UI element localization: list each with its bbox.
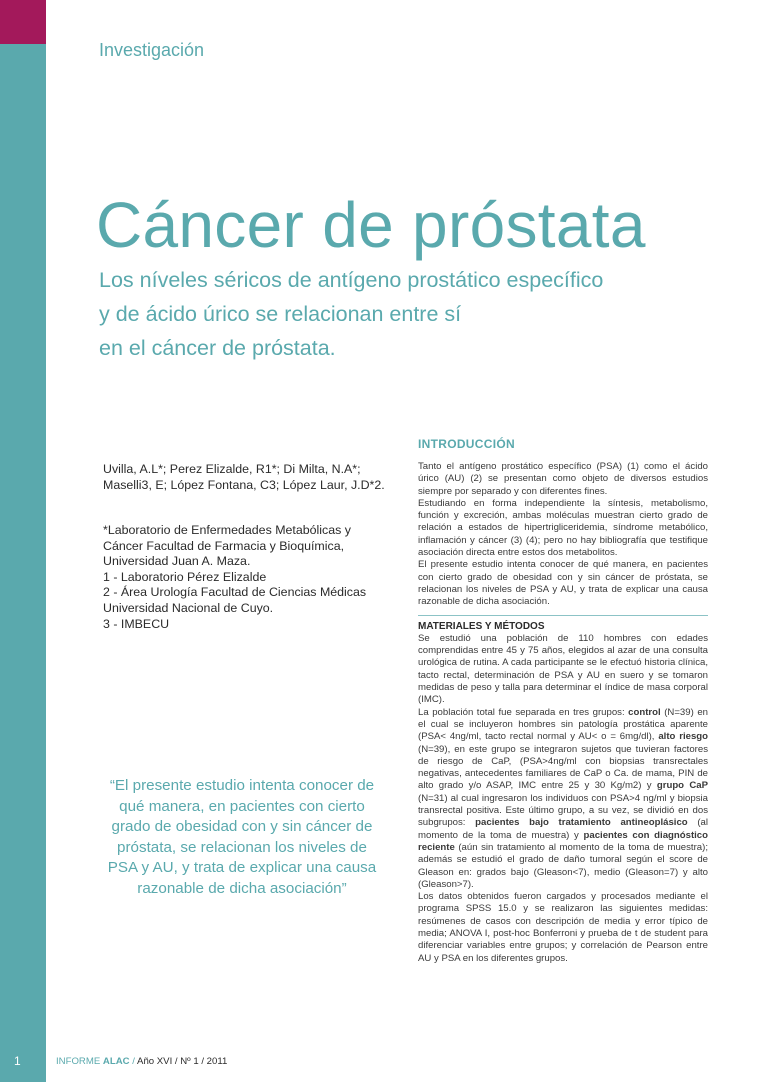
body-paragraph: Los datos obtenidos fueron cargados y procesados mediante el programa SPSS 15.0 y se realizaron las siguientes medidas: resúmenes de casos con descripción de media y error típico de media; ANOVA I, post-hoc Bonferroni y prueba de t de student para diferenciar variables entre grupos; y correlación de Pearson entre AU y PSA en los diferentes grupos.: [418, 891, 708, 964]
article-body: [418, 436, 708, 965]
bold-term: pacientes con diagnóstico reciente: [418, 829, 708, 853]
subtitle-line: Los níveles séricos de antígeno prostático específico: [99, 268, 604, 292]
section-label: Investigación: [99, 40, 205, 60]
text-run: La población total fue separada en tres grupos:: [418, 706, 629, 718]
footer-informe: INFORME: [56, 1056, 101, 1067]
bold-term: pacientes bajo tratamiento antineoplásico: [475, 817, 688, 829]
author-list: Uvilla, A.L*; Perez Elizalde, R1*; Di Milta, N.A*; Maselli3, E; López Fontana, C3; López Laur, J.D*2.: [103, 462, 385, 492]
subtitle-line: y de ácido úrico se relacionan entre sí: [99, 302, 462, 326]
body-paragraph: Tanto el antígeno prostático específico (PSA) (1) como el ácido úrico (AU) (2) se presentan como objeto de diversos estudios siempre por separado y con diferentes fines.: [418, 461, 708, 497]
bold-term: grupo CaP: [656, 780, 708, 792]
body-paragraph: Se estudió una población de 110 hombres con edades comprendidas entre 45 y 75 años, elegidos al azar de una consulta urológica de rutina. A cada participante se le efectuó historia clínica, tacto rectal, determinación de PSA y AU en suero y se tomaron medidas de peso y talla para determinar el índice de masa corporal (IMC).: [418, 632, 708, 706]
pull-quote: “El presente estudio intenta conocer de qué manera, en pacientes con cierto grado de obesidad con y sin cáncer de próstata, se relacionan los niveles de PSA y AU, y trata de explicar una causa razonable de dicha asociación”: [107, 777, 377, 897]
text-run: (N=31) al cual ingresaron los individuos con PSA>4 ng/ml y biopsia transrectal positiva. Este último grupo, a su vez, se dividió en dos subgrupos:: [418, 792, 708, 829]
affiliation-line: Cáncer Facultad de Farmacia y Bioquímica,: [103, 538, 345, 553]
side-accent-block: [0, 0, 46, 44]
article-subtitle: [99, 263, 739, 365]
text-run: (al momento de la toma de muestra) y: [418, 817, 709, 841]
footer-issue: Año XVI / Nº 1 / 2011: [137, 1056, 228, 1067]
text-run: (N=39) en el cual se incluyeron hombres sin patología prostática aparente (PSA< 4ng/ml, tacto rectal normal y AU< o = 6mg/dl),: [418, 706, 708, 743]
affiliation-line: *Laboratorio de Enfermedades Metabólicas y: [103, 523, 351, 537]
page-number: 1: [14, 1054, 21, 1068]
affiliation-line: 2 - Área Urología Facultad de Ciencias Médicas: [103, 585, 367, 600]
body-paragraph-groups: [418, 707, 708, 891]
body-paragraph: Estudiando en forma independiente la síntesis, metabolismo, función y excreción, ambas moléculas muestran cierto grado de relación a estados de hipertrigliceridemia, síndrome metabólico, inflamación y cáncer (3) (4); pero no hay bibliografía que testifique asociación directa entre estos dos metabolitos.: [418, 497, 708, 559]
side-color-bar: [0, 0, 46, 1082]
bold-term: alto riesgo: [658, 731, 709, 743]
text-run: (N=39), en este grupo se integraron sujetos que tuvieran factores de riesgo de CaP, (PSA>4ng/ml con biopsias transrectales negativas, antecedentes familiares de CaP o Ca. de mama, PIN de alto grado y/o ASAP, IMC entre 25 y 30 Kg/m2) y: [418, 743, 708, 792]
bold-term: control: [628, 706, 661, 718]
body-paragraph: El presente estudio intenta conocer de qué manera, en pacientes con cierto grado de obesidad con y sin cáncer de próstata, se relacionan los niveles de PSA y AU, y trata de explicar una causa razonable de dicha asociación.: [418, 559, 708, 608]
section-heading-introduccion: INTRODUCCIÓN: [418, 437, 515, 451]
footer-alac: ALAC: [102, 1056, 130, 1067]
affiliation-line: 3 - IMBECU: [103, 616, 170, 631]
section-heading-materiales: MATERIALES Y MÉTODOS: [418, 620, 545, 632]
article-title: Cáncer de próstata: [96, 189, 646, 261]
footer-separator: /: [129, 1056, 138, 1067]
subtitle-line: en el cáncer de próstata.: [99, 336, 336, 360]
affiliation-line: Universidad Nacional de Cuyo.: [103, 600, 274, 615]
affiliations: [103, 523, 388, 632]
affiliation-line: 1 - Laboratorio Pérez Elizalde: [103, 569, 267, 584]
affiliation-line: Universidad Juan A. Maza.: [103, 554, 251, 569]
section-divider: [418, 615, 708, 616]
text-run: (aún sin tratamiento al momento de la toma de muestra); además se estudió el grado de daño tumoral según el score de Gleason en: grados bajo (Gleason<7), medio (Gleason=7) y alto (Gleason>7).: [418, 841, 708, 890]
page-footer: [56, 1056, 227, 1067]
